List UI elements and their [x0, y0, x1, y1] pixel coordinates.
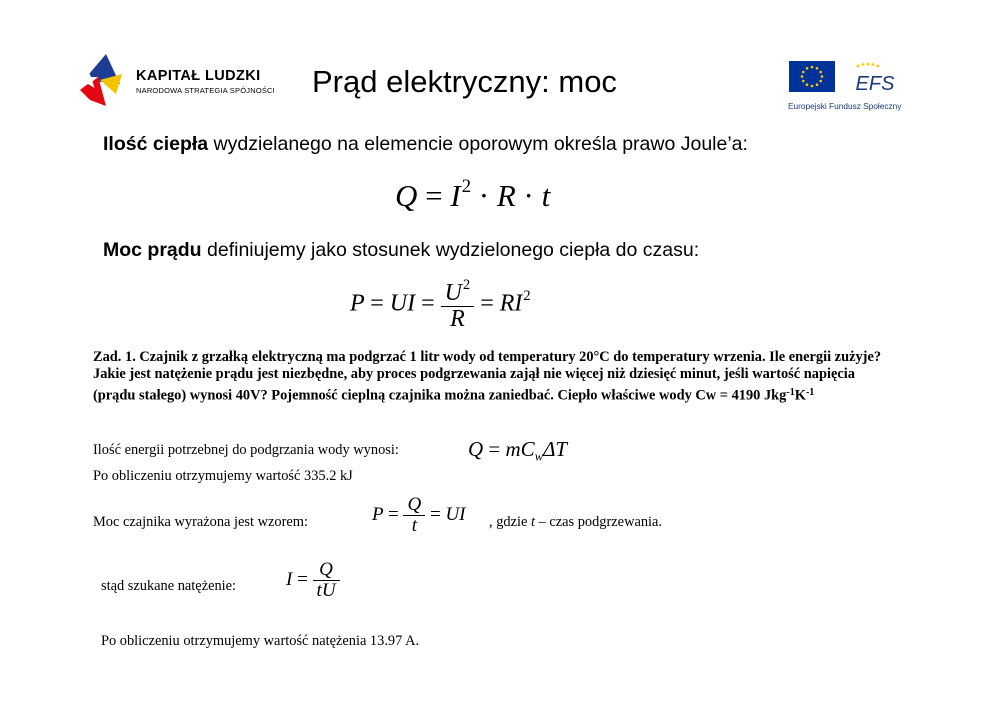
joule-law-intro-text: wydzielanego na elemencie oporowym określa prawo Joule’a:: [208, 133, 748, 155]
current-text: stąd szukane natężenie:: [101, 578, 237, 594]
efs-subtitle: Europejski Fundusz Społeczny: [788, 101, 902, 111]
energy-text: Ilość energii potrzebnej do podgrzania wody wynosi:: [93, 442, 399, 458]
energy-result: Po obliczeniu otrzymujemy wartość 335.2 kJ: [93, 468, 353, 484]
power-intro-text: definiujemy jako stosunek wydzielonego ciepła do czasu:: [201, 239, 700, 261]
logo-subtitle: NARODOWA STRATEGIA SPÓJNOŚCI: [136, 86, 275, 95]
kettle-power-formula: P = $\frac{Q}{t}$ = UI: [372, 494, 466, 536]
energy-formula: $Q = mC_w\Delta T$: [468, 437, 568, 464]
joule-law-intro-bold: Ilość ciepła: [103, 133, 209, 155]
kettle-power-text: Moc czajnika wyrażona jest wzorem:: [93, 514, 308, 530]
logo-name: KAPITAŁ LUDZKI: [136, 68, 261, 84]
task-statement: Zad. 1. Czajnik z grzałką elektryczną ma podgrzać 1 litr wody od temperatury 20°C do temperatury wrzenia. Ile energii zużyje? Jakie jest natężenie prądu jest niezbędne, aby proces podgrzewania zajął nie więcej niż dziesięć minut, jeśli wartość napięcia (prądu stałego) wynosi 40V? Pojemność cieplną czajnika można zaniedbać. Ciepło właściwe wody Cw = 4190 $Jkg^{-1}K^{-1}$: [93, 349, 882, 404]
joule-formula: $Q = I^2 \cdot R \cdot t$: [395, 176, 551, 213]
kapital-ludzki-logo-icon: [76, 50, 126, 108]
current-formula: I = $\frac{Q}{tU}$: [286, 560, 340, 601]
current-result: Po obliczeniu otrzymujemy wartość natężenia 13.97 A.: [101, 633, 420, 649]
slide-title: Prąd elektryczny: moc: [312, 64, 617, 99]
power-intro: [103, 239, 699, 262]
svg-text:EFS: EFS: [855, 73, 895, 94]
eu-flag-icon: [789, 61, 835, 92]
joule-law-intro: [103, 133, 748, 156]
efs-logo-icon: [852, 62, 898, 94]
kettle-note: , gdzie t – czas podgrzewania.: [489, 514, 663, 530]
power-intro-bold: Moc prądu: [103, 239, 202, 261]
power-formula: P = UI = $\frac{U^2}{R}$ = $RI^2$: [350, 277, 531, 332]
